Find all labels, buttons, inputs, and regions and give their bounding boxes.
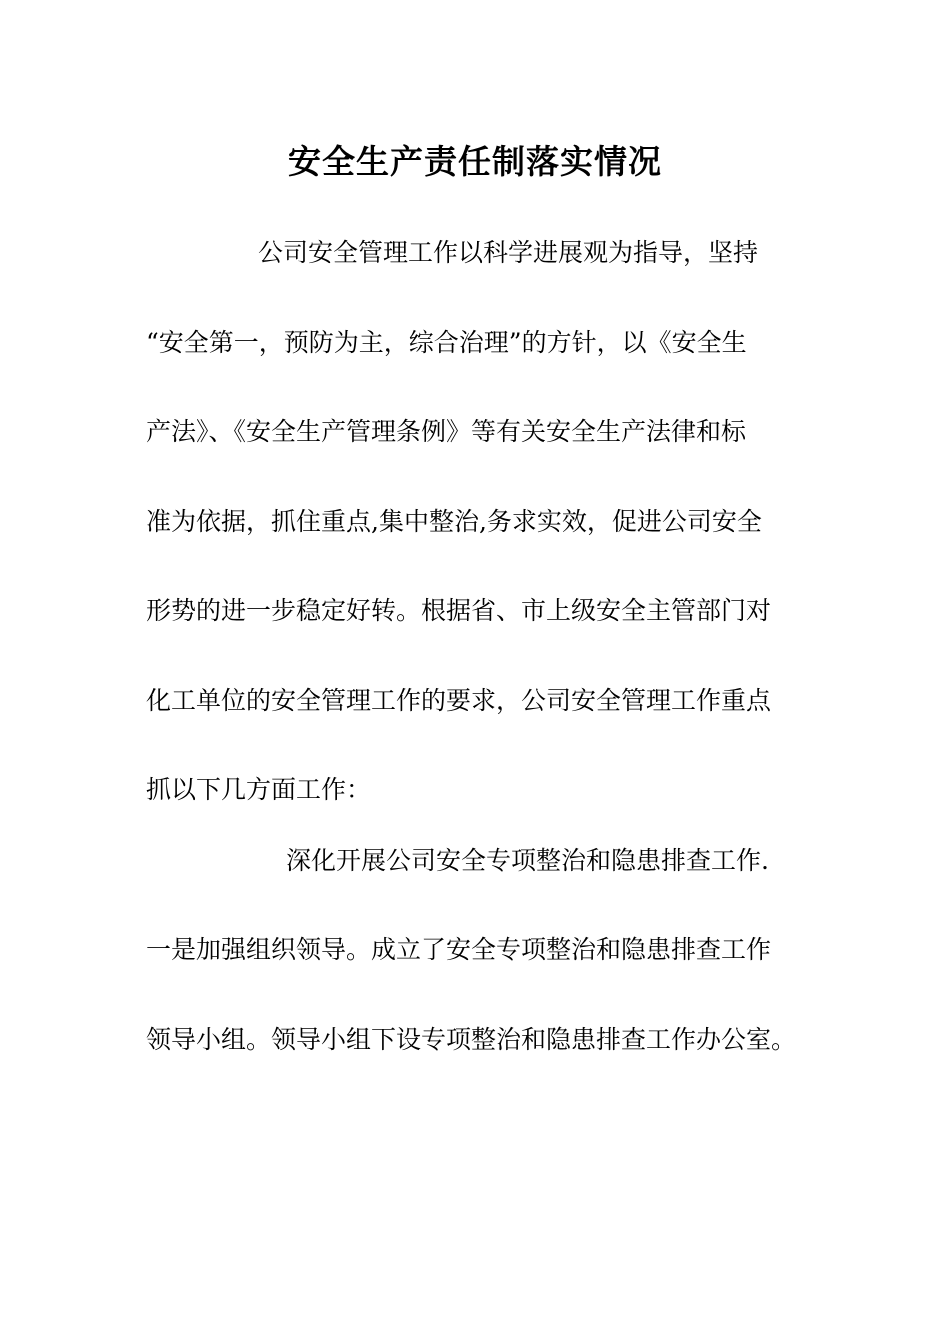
paragraph-line: 领导小组。领导小组下设专项整治和隐患排查工作办公室。 — [146, 1025, 797, 1054]
paragraph-line: 准为依据，抓住重点,集中整治,务求实效，促进公司安全 — [146, 507, 762, 536]
paragraph-line: 公司安全管理工作以科学进展观为指导，坚持 — [258, 238, 759, 267]
paragraph-line: 化工单位的安全管理工作的要求，公司安全管理工作重点 — [146, 686, 772, 715]
paragraph-line: 抓以下几方面工作： — [146, 775, 372, 804]
paragraph-line: 一是加强组织领导。成立了安全专项整治和隐患排查工作 — [146, 935, 772, 964]
paragraph-line: “安全第一，预防为主，综合治理”的方针，以《安全生 — [146, 328, 747, 357]
document-title: 安全生产责任制落实情况 — [288, 142, 662, 181]
section-heading-line: 深化开展公司安全专项整治和隐患排查工作. — [286, 846, 769, 875]
paragraph-line: 产法》、《安全生产管理条例》等有关安全生产法律和标 — [146, 417, 747, 446]
paragraph-line: 形势的进一步稳定好转。根据省、市上级安全主管部门对 — [146, 596, 772, 625]
